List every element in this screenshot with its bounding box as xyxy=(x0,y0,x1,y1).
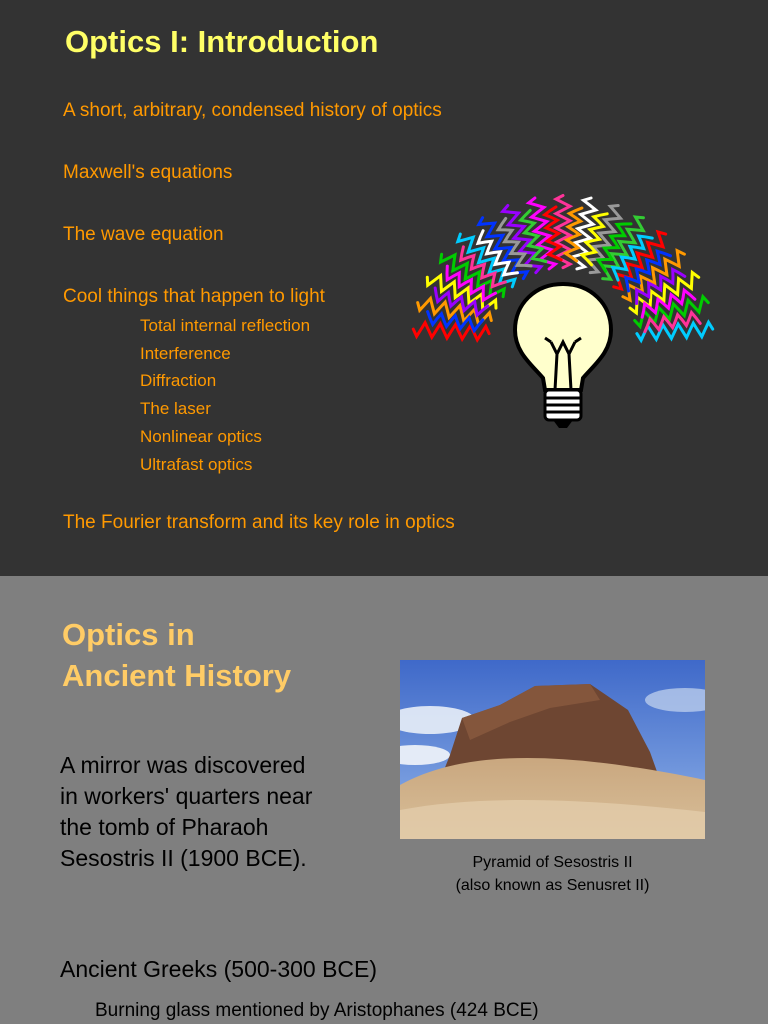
mirror-line-4: Sesostris II (1900 BCE). xyxy=(60,845,307,871)
bullet-cool-things: Cool things that happen to light xyxy=(63,286,325,307)
slide-title: Optics I: Introduction xyxy=(65,24,379,59)
slide-title xyxy=(62,614,291,696)
sub-bullet-laser: The laser xyxy=(140,399,211,418)
pyramid-photo xyxy=(400,660,705,839)
title-line-1: Optics in xyxy=(62,617,195,652)
caption-line-1: Pyramid of Sesostris II xyxy=(472,854,633,871)
mirror-line-2: in workers' quarters near xyxy=(60,783,313,809)
title-line-2: Ancient History xyxy=(62,658,292,693)
light-bulb-icon xyxy=(515,284,611,428)
bullet-maxwell: Maxwell's equations xyxy=(63,162,233,183)
mirror-paragraph xyxy=(60,750,312,874)
light-bulb-with-wavy-rays-icon xyxy=(405,178,720,430)
sub-bullet-diffraction: Diffraction xyxy=(140,371,217,390)
mirror-line-3: the tomb of Pharaoh xyxy=(60,814,269,840)
mirror-line-1: A mirror was discovered xyxy=(60,752,306,778)
sub-bullet-nonlinear: Nonlinear optics xyxy=(140,427,262,446)
sub-bullet-interference: Interference xyxy=(140,344,231,363)
bullet-fourier: The Fourier transform and its key role in optics xyxy=(63,512,455,533)
bullet-wave-equation: The wave equation xyxy=(63,224,224,245)
caption-line-2: (also known as Senusret II) xyxy=(455,877,650,894)
burning-glass-text: Burning glass mentioned by Aristophanes (424 BCE) xyxy=(95,1000,539,1021)
bullet-history: A short, arbitrary, condensed history of optics xyxy=(63,100,442,121)
photo-caption xyxy=(400,851,705,897)
sub-bullet-ultrafast: Ultrafast optics xyxy=(140,455,253,474)
ancient-greeks-heading: Ancient Greeks (500-300 BCE) xyxy=(60,956,378,982)
sub-bullet-total-internal-reflection: Total internal reflection xyxy=(140,316,311,335)
